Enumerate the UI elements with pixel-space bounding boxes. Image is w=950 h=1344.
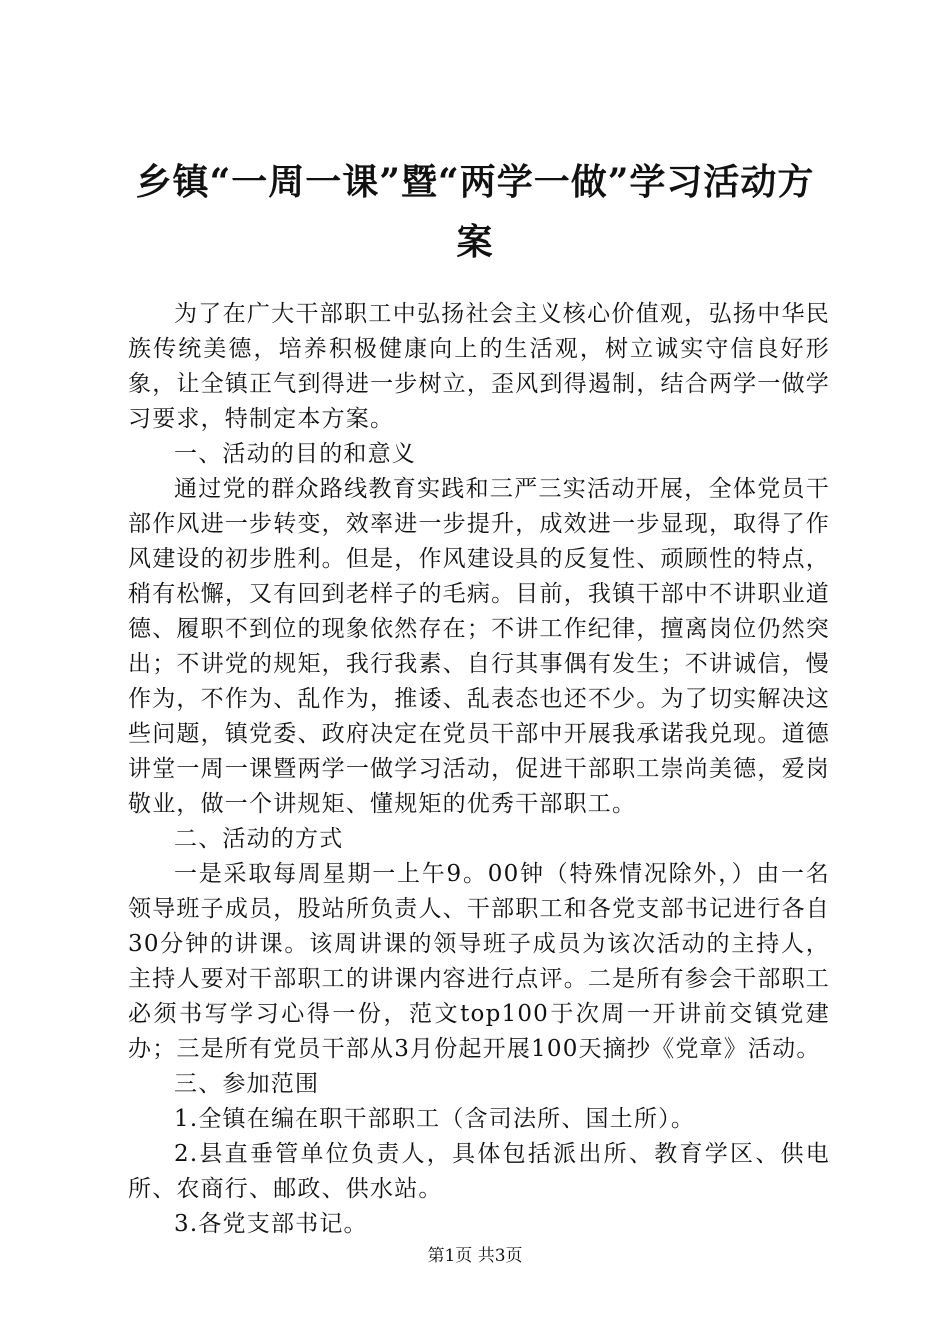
purpose-paragraph: 通过党的群众路线教育实践和三严三实活动开展，全体党员干部作风进一步转变，效率进一步提升，成效进一步显现，取得了作风建设的初步胜利。但是，作风建设具的反复性、顽顾性的特点，稍有松懈，又有回到老样子的毛病。目前，我镇干部中不讲职业道德、履职不到位的现象依然存在；不讲工作纪律，擅离岗位仍然突出；不讲党的规矩，我行我素、自行其事偶有发生；不讲诚信，慢作为，不作为、乱作为，推诿、乱表态也还不少。为了切实解决这些问题，镇党委、政府决定在党员干部中开展我承诺我兑现。道德讲堂一周一课暨两学一做学习活动，促进干部职工崇尚美德，爱岗敬业，做一个讲规矩、懂规矩的优秀干部职工。 [128,476,830,817]
scope-item-1: 1.全镇在编在职干部职工（含司法所、国土所）。 [174,1106,696,1132]
intro-paragraph: 为了在广大干部职工中弘扬社会主义核心价值观，弘扬中华民族传统美德，培养积极健康向上的生活观，树立诚实守信良好形象，让全镇正气到得进一步树立，歪风到得遏制，结合两学一做学习要求，特制定本方案。 [128,301,830,432]
scope-item-3: 3.各党支部书记。 [174,1211,368,1237]
section-heading-scope: 三、参加范围 [174,1071,320,1097]
document-title: 乡镇“一周一课”暨“两学一做”学习活动方案 [135,161,815,263]
section-heading-method: 二、活动的方式 [174,826,344,852]
document-body [128,297,830,1242]
method-paragraph: 一是采取每周星期一上午9。00钟（特殊情况除外，）由一名领导班子成员，股站所负责人、干部职工和各党支部书记进行各自30分钟的讲课。该周讲课的领导班子成员为该次活动的主持人，主持人要对干部职工的讲课内容进行点评。二是所有参会干部职工必须书写学习心得一份，范文top100于次周一开讲前交镇党建办；三是所有党员干部从3月份起开展100天摘抄《党章》活动。 [128,861,830,1062]
scope-item-2: 2.县直垂管单位负责人，具体包括派出所、教育学区、供电所、农商行、邮政、供水站。 [128,1141,830,1202]
section-heading-purpose: 一、活动的目的和意义 [174,441,416,467]
page-number-footer: 第1页 共3页 [427,1246,523,1266]
